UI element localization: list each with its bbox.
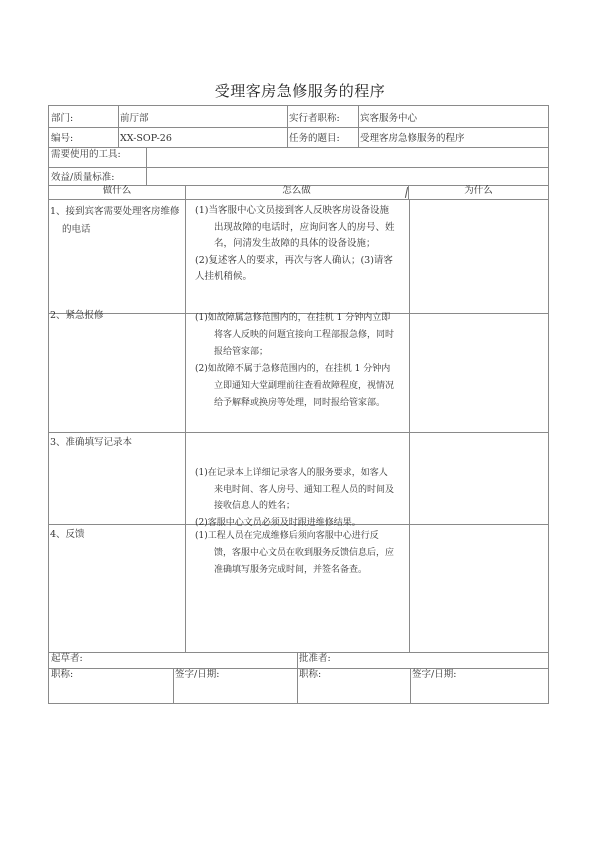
task-value-cell [358,127,549,148]
tools-value-cell [146,147,549,168]
row-3-how-step-2: (2)客服中心文员必须及时跟进维修结果。 [195,517,361,528]
department-value-cell [118,105,288,128]
row-2-how-step-1: (1)如故障属急修范围内的，在挂机 1 分钟内立即将客人反映的问题宜接向工程部报急修，同时报给管家部； [195,313,395,357]
row-4-what: 4、反馈 [50,529,85,540]
drafter-sign-label: 签字/日期: [175,669,220,680]
column-header-why-label: 为什么 [464,185,493,196]
row-3-how [195,465,395,531]
row-2-what: 2、紧急报修 [50,310,104,321]
executor-value-cell [358,105,549,128]
row-2-why-cell [409,313,549,433]
column-header-how [185,185,409,200]
row-3-why-cell [409,432,549,525]
drafter-cell [48,652,298,669]
approver-cell [297,652,549,669]
task-label-cell [287,127,359,148]
task-value: 受理客房急修服务的程序 [360,133,465,144]
approver-label: 批准者: [299,653,331,664]
row-1-what: 1、接到宾客需要处理客房维修的电话 [50,206,180,235]
row-1-why-cell [409,199,549,314]
executor-label-cell [287,105,359,128]
row-2-how [195,310,395,412]
row-2-how-step-2: (2)如故障不属于急修范围内的，在挂机 1 分钟内立即通知大堂副理前往查看故障程度，视情况给予解释或换房等处理，同时报给管家部。 [195,364,395,408]
row-1-how-step-2: (2)复述客人的要求，再次与客人确认；(3)请客人挂机稍候。 [195,254,393,282]
document-title: 受理客房急修服务的程序 [214,82,386,100]
quality-value-cell [146,167,549,186]
column-header-what [48,185,186,200]
approver-title-cell [297,668,411,704]
row-4-how-step-1: (1)工程人员在完成维修后须向客服中心进行反馈，客服中心文员在收到服务反馈信息后，应准确填写服务完成时间，并签名备查。 [195,531,395,575]
quality-label-cell [48,167,147,186]
code-value: XX-SOP-26 [120,133,172,144]
department-value: 前厅部 [120,113,149,124]
code-label: 编号: [51,133,74,144]
task-label: 任务的题目: [289,133,340,144]
executor-label: 实行者职称: [289,113,340,124]
column-header-what-label: 做什么 [102,185,132,196]
row-4-why-cell [409,524,549,653]
approver-sign-cell [410,668,549,704]
approver-sign-label: 签字/日期: [412,669,457,680]
column-header-how-label: 怎么做 [282,185,311,196]
quality-label: 效益/质量标准: [51,172,115,183]
drafter-title-label: 职称: [51,669,74,680]
executor-value: 宾客服务中心 [360,113,418,124]
department-label-cell [48,105,119,128]
row-1-how [195,203,395,286]
row-3-what: 3、准确填写记录本 [50,437,133,448]
drafter-label: 起草者: [51,653,83,664]
row-4-how [195,528,395,579]
department-label: 部门: [51,113,74,124]
code-label-cell [48,127,119,148]
drafter-title-cell [48,668,174,704]
tools-label-cell [48,147,147,168]
code-value-cell [118,127,288,148]
drafter-sign-cell [173,668,298,704]
column-header-why [409,185,549,200]
row-3-how-step-1: (1)在记录本上详细记录客人的服务要求，如客人来电时间、客人房号、通知工程人员的时间及接收信息人的姓名； [195,468,395,511]
row-2-what-cell [48,313,186,433]
approver-title-label: 职称: [299,669,322,680]
row-1-how-step-1: (1)当客服中心文员接到客人反映客房设备设施出现故障的电话时，应询问客人的房号、姓名，问清发生故障的具体的设备设施； [195,205,395,249]
tools-label: 需要使用的工具: [51,149,121,160]
